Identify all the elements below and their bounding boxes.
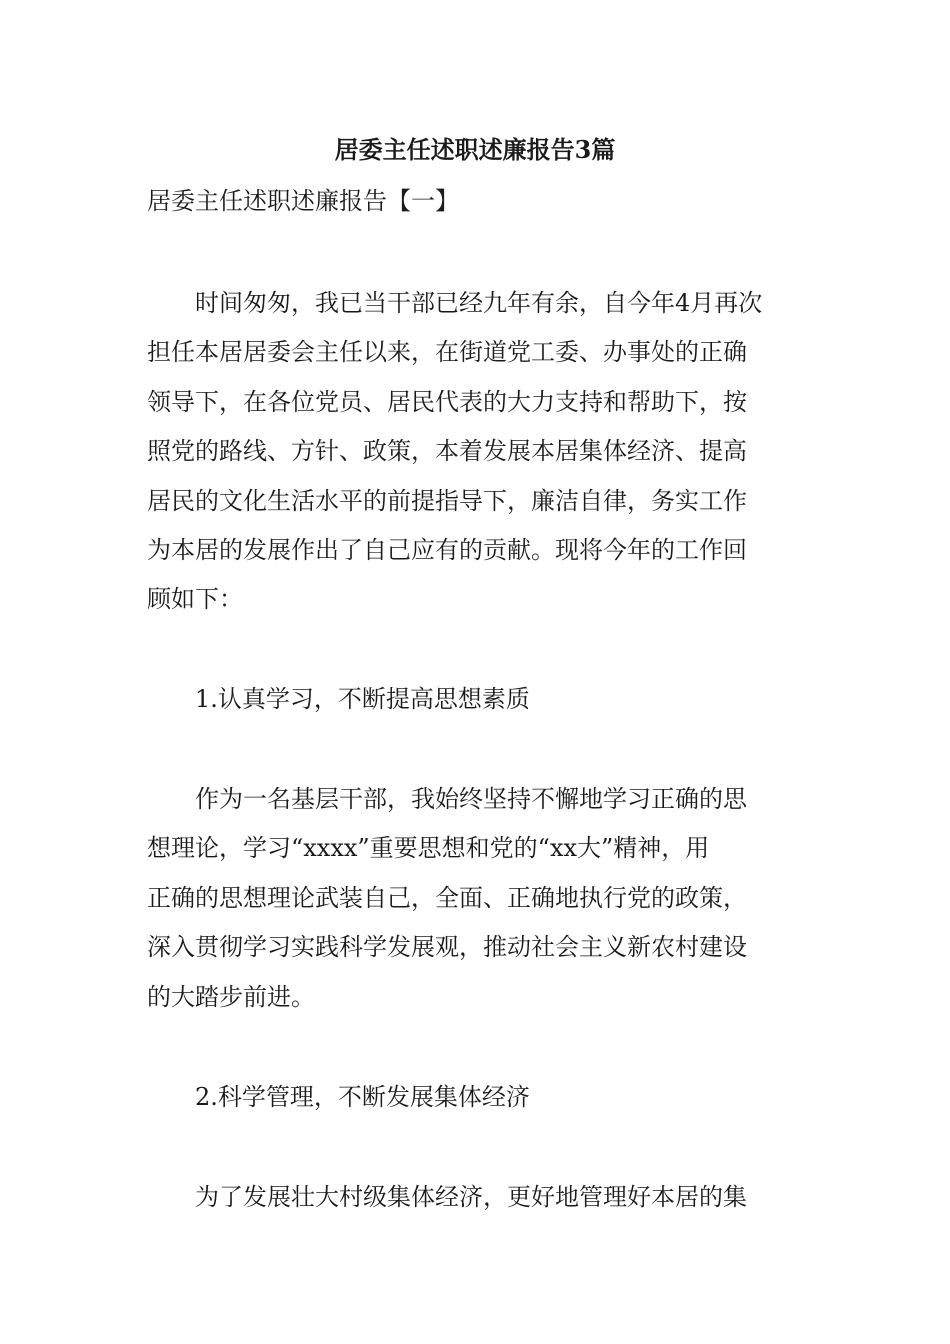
paragraph-line: 顾如下： — [147, 585, 243, 614]
paragraph-line: 居民的文化生活水平的前提指导下，廉洁自律，务实工作 — [147, 486, 747, 515]
heading-study: 1.认真学习，不断提高思想素质 — [195, 685, 530, 713]
paragraph-line: 照党的路线、方针、政策，本着发展本居集体经济、提高 — [147, 437, 747, 466]
paragraph-line: 的大踏步前进。 — [147, 982, 315, 1011]
paragraph-line: 担任本居居委会主任以来，在街道党工委、办事处的正确 — [147, 338, 747, 367]
paragraph-line: 为本居的发展作出了自己应有的贡献。现将今年的工作回 — [147, 536, 747, 565]
paragraph-line: 想理论，学习“xxxx”重要思想和党的“xx大”精神，用 — [147, 834, 710, 863]
paragraph-line: 作为一名基层干部，我始终坚持不懈地学习正确的思 — [147, 785, 747, 813]
paragraph-management — [147, 1173, 807, 1222]
heading-management: 2.科学管理，不断发展集体经济 — [195, 1083, 530, 1111]
section-title: 居委主任述职述廉报告【一】 — [147, 187, 459, 215]
paragraph-line: 为了发展壮大村级集体经济，更好地管理好本居的集 — [147, 1183, 747, 1211]
paragraph-study — [147, 775, 807, 1022]
paragraph-line: 领导下，在各位党员、居民代表的大力支持和帮助下，按 — [147, 387, 747, 416]
paragraph-intro — [147, 279, 807, 625]
paragraph-line: 正确的思想理论武装自己，全面、正确地执行党的政策， — [147, 883, 747, 912]
paragraph-line: 时间匆匆，我已当干部已经九年有余，自今年4月再次 — [147, 289, 763, 317]
document-title: 居委主任述职述廉报告3篇 — [334, 135, 616, 164]
paragraph-line: 深入贯彻学习实践科学发展观，推动社会主义新农村建设 — [147, 933, 747, 962]
